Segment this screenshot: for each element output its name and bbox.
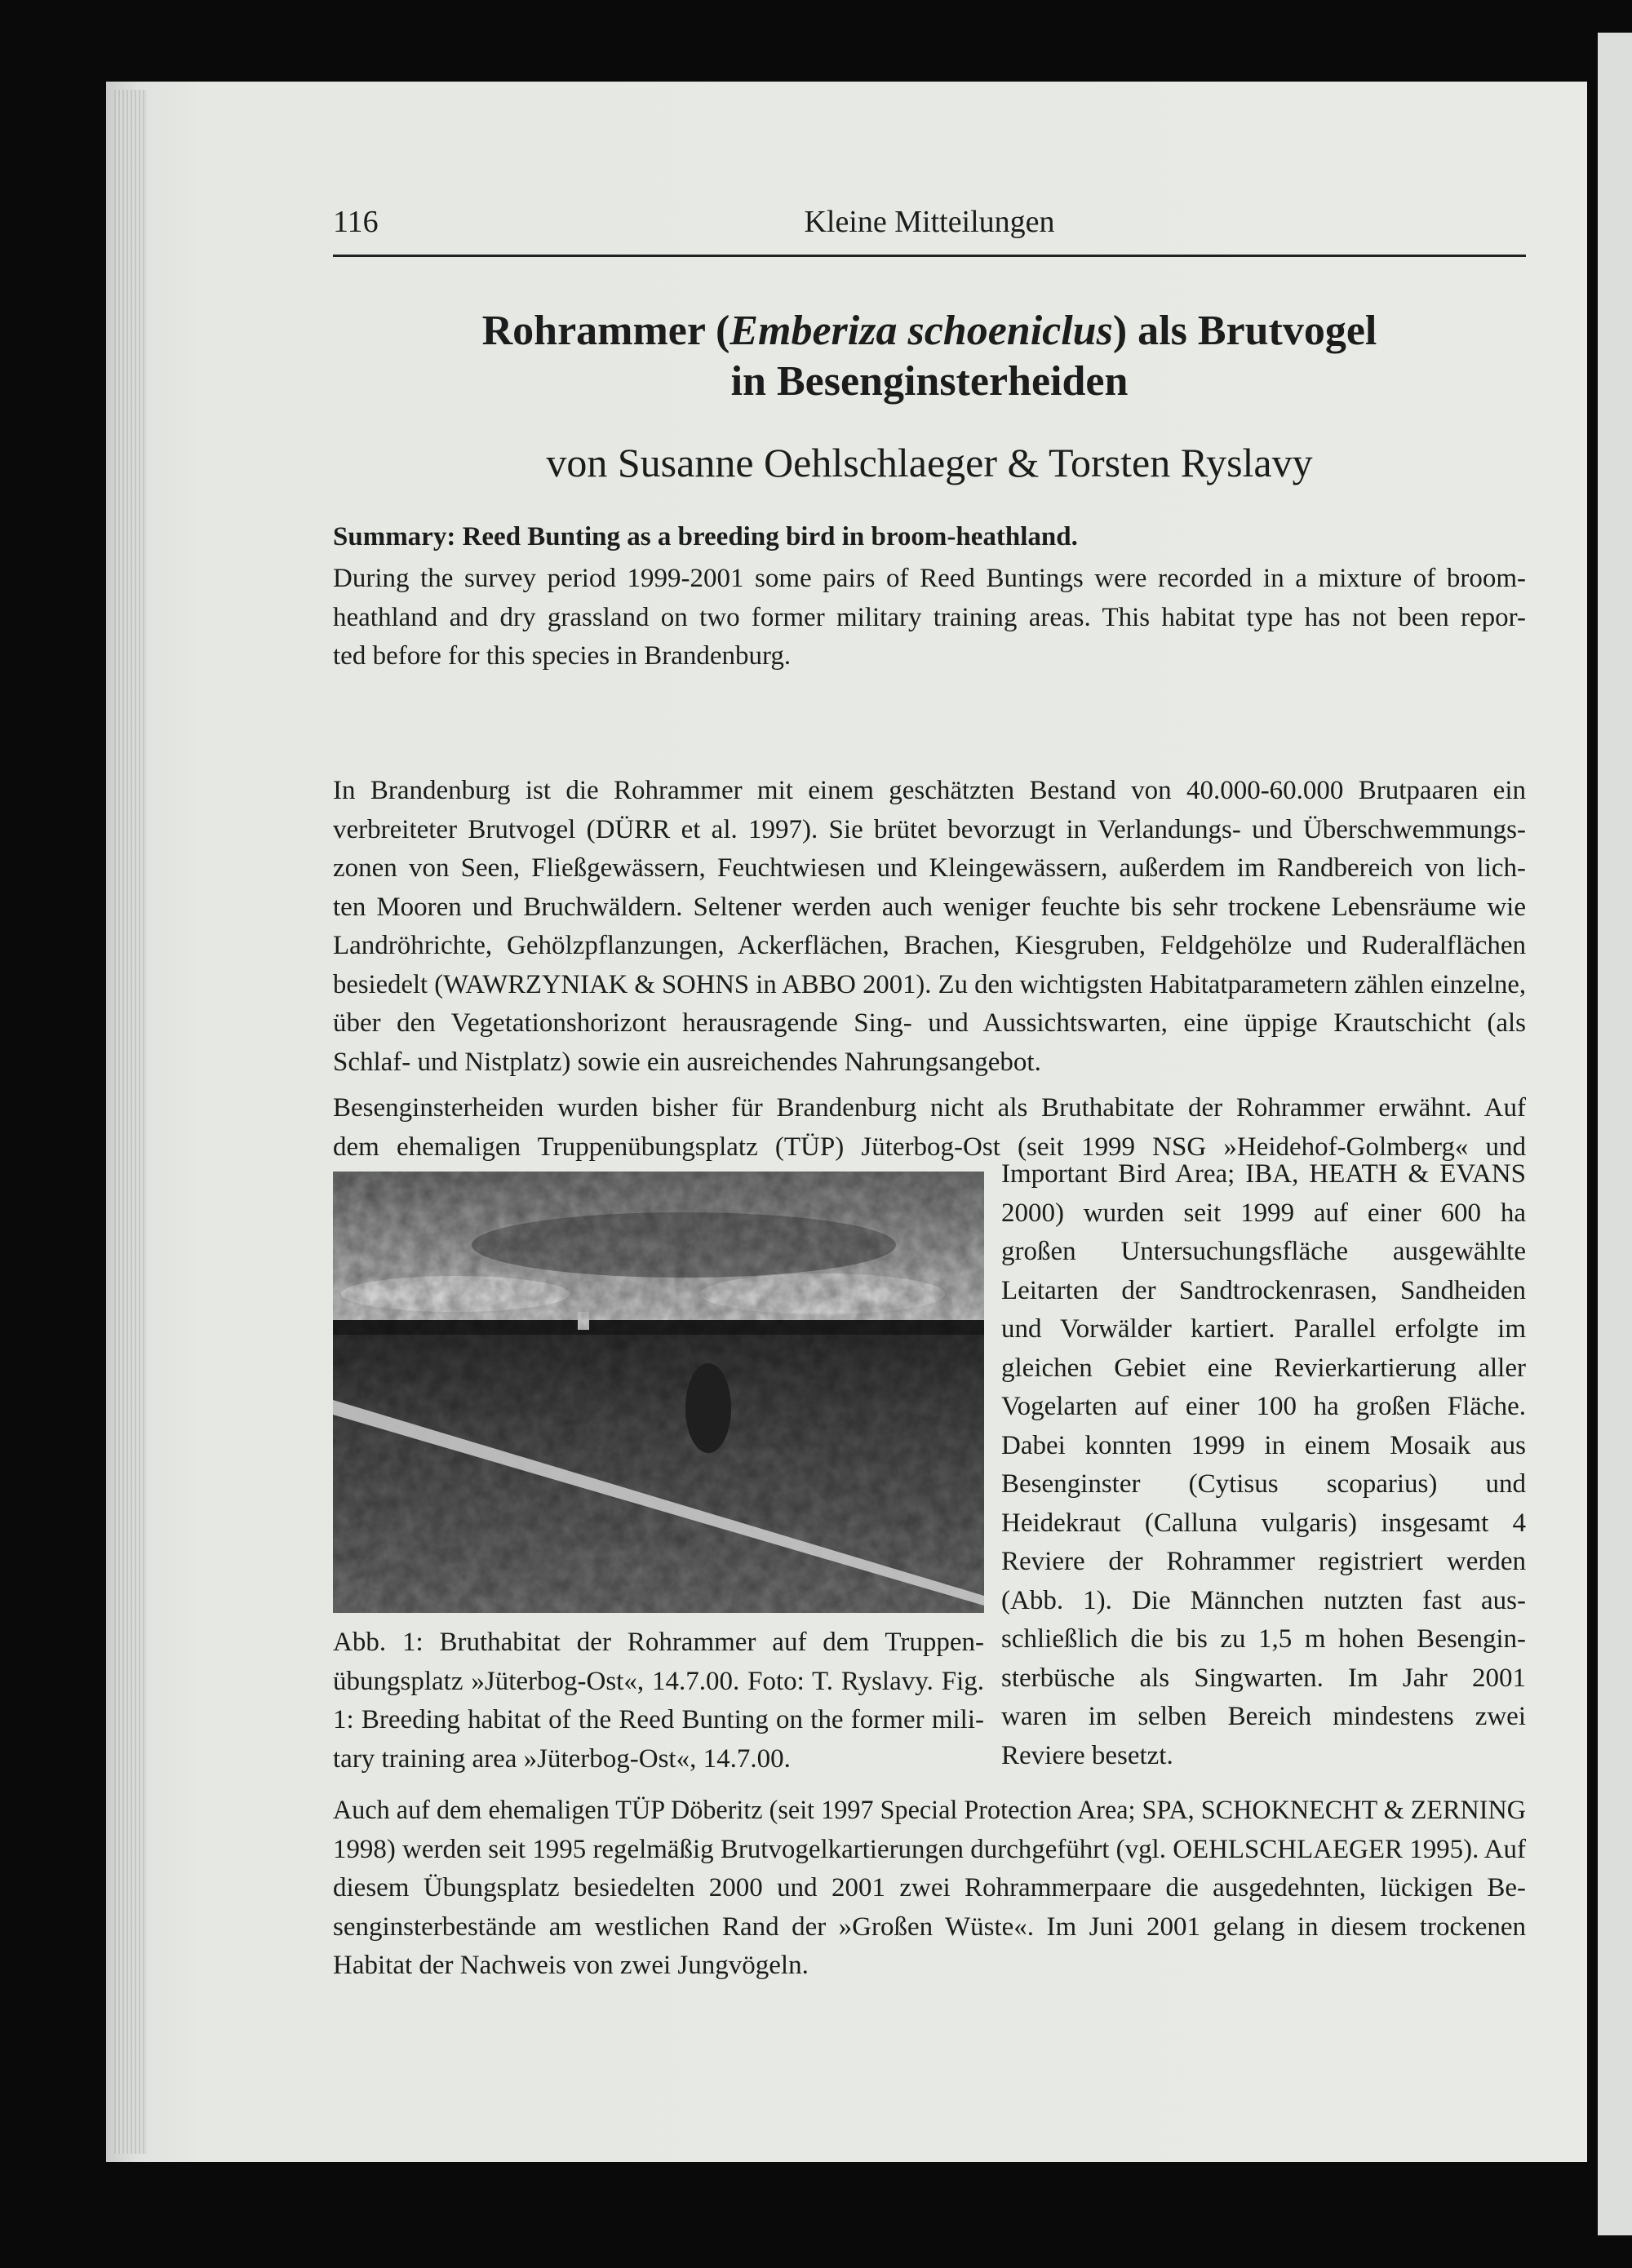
page-number: 116 (333, 205, 379, 239)
text-line: Important Bird Area; IBA, HEATH & EVANS (1001, 1159, 1526, 1189)
text-line: ten Mooren und Bruchwäldern. Seltener werden auch weniger feuchte bis sehr trockene Lebensräume wie (333, 892, 1526, 922)
text-line: senginsterbestände am westlichen Rand der »Großen Wüste«. Im Juni 2001 gelang in diesem trockenen (333, 1911, 1526, 1942)
page-edge-stack (114, 90, 147, 2154)
figure-photo-heathland (333, 1172, 984, 1613)
text-line: großen Untersuchungsfläche ausgewählte (1001, 1237, 1526, 1266)
text-line: During the survey period 1999-2001 some pairs of Reed Buntings were recorded in a mixture of broom- (333, 564, 1526, 593)
header-rule (333, 255, 1526, 257)
intro-paragraph (333, 772, 1526, 1082)
summary-text (333, 560, 1526, 676)
summary-heading: Summary: Reed Bunting as a breeding bird in broom-heathland. (333, 522, 1078, 551)
text-line: zonen von Seen, Fließgewässern, Feuchtwiesen und Kleingewässern, außerdem im Randbereich von lich- (333, 853, 1526, 883)
text-line: Besenginster (Cytisus scoparius) und (1001, 1469, 1526, 1499)
page-header (333, 204, 1526, 245)
text-line: Leitarten der Sandtrockenrasen, Sandheiden (1001, 1275, 1526, 1305)
text-line: Auch auf dem ehemaligen TÜP Döberitz (seit 1997 Special Protection Area; SPA, SCHOKNECHT & ZERNING (333, 1796, 1526, 1825)
text-line: Habitat der Nachweis von zwei Jungvögeln. (333, 1951, 809, 1980)
title-text: ) als Brutvogel (1112, 308, 1377, 354)
adjacent-page-edge (1598, 33, 1632, 2235)
text-line: 1998) werden seit 1995 regelmäßig Brutvogelkartierungen durchgeführt (vgl. OEHLSCHLAEGER 1995). Auf (333, 1834, 1526, 1864)
text-line: sterbüsche als Singwarten. Im Jahr 2001 (1001, 1663, 1526, 1693)
text-line: heathland and dry grassland on two former military training areas. This habitat type has not been repor- (333, 602, 1526, 632)
right-column-text (1001, 1155, 1526, 1775)
article-title (333, 306, 1526, 407)
text-line: Besenginsterheiden wurden bisher für Brandenburg nicht als Bruthabitate der Rohrammer erwähnt. Auf (333, 1093, 1526, 1123)
text-line: Schlaf- und Nistplatz) sowie ein ausreichendes Nahrungsangebot. (333, 1047, 1041, 1077)
text-line: übungsplatz »Jüterbog-Ost«, 14.7.00. Foto: T. Ryslavy. Fig. (333, 1666, 984, 1696)
text-line: waren im selben Bereich mindestens zwei (1001, 1702, 1526, 1731)
text-line: Abb. 1: Bruthabitat der Rohrammer auf dem Truppen- (333, 1628, 984, 1657)
title-text: Rohrammer ( (481, 308, 730, 354)
text-line: dem ehemaligen Truppenübungsplatz (TÜP) Jüterbog-Ost (seit 1999 NSG »Heidehof-Golmberg« und (333, 1132, 1526, 1162)
text-line: diesem Übungsplatz besiedelten 2000 und 2001 zwei Rohrammerpaare die ausgedehnten, lückigen Be- (333, 1873, 1526, 1903)
text-line: Dabei konnten 1999 in einem Mosaik aus (1001, 1430, 1526, 1460)
text-line: 2000) wurden seit 1999 auf einer 600 ha (1001, 1198, 1526, 1228)
closing-paragraph (333, 1792, 1526, 1986)
title-species: Emberiza schoeniclus (730, 308, 1113, 354)
text-line: und Vorwälder kartiert. Parallel erfolgte im (1001, 1314, 1526, 1344)
text-line: tary training area »Jüterbog-Ost«, 14.7.00. (333, 1743, 791, 1774)
article-authors: von Susanne Oehlschlaeger & Torsten Ryslavy (546, 440, 1313, 485)
text-line: ted before for this species in Brandenburg. (333, 641, 792, 671)
text-line: Reviere der Rohrammer registriert werden (1001, 1547, 1526, 1576)
text-line: Reviere besetzt. (1001, 1740, 1173, 1770)
text-line: über den Vegetationshorizont herausragende Sing- und Aussichtswarten, eine üppige Krautschicht (als (333, 1008, 1526, 1038)
text-line: (Abb. 1). Die Männchen nutzten fast aus- (1001, 1585, 1526, 1615)
running-title: Kleine Mitteilungen (804, 205, 1055, 239)
text-line: 1: Breeding habitat of the Reed Bunting on the former mili- (333, 1705, 984, 1734)
text-line: verbreiteter Brutvogel (DÜRR et al. 1997). Sie brütet bevorzugt in Verlandungs- und Überschwemmungs- (333, 814, 1526, 844)
text-line: Heidekraut (Calluna vulgaris) insgesamt 4 (1001, 1508, 1526, 1538)
text-line: Vogelarten auf einer 100 ha großen Fläche. (1001, 1392, 1526, 1421)
text-line: gleichen Gebiet eine Revierkartierung aller (1001, 1353, 1526, 1383)
text-line: Landröhrichte, Gehölzpflanzungen, Ackerflächen, Brachen, Kiesgruben, Feldgehölze und Ruderalflächen (333, 931, 1526, 960)
title-line-2: in Besenginsterheiden (730, 358, 1129, 405)
text-line: schließlich die bis zu 1,5 m hohen Besengin- (1001, 1624, 1526, 1654)
figure-caption (333, 1623, 984, 1779)
text-line: In Brandenburg ist die Rohrammer mit einem geschätzten Bestand von 40.000-60.000 Brutpaaren ein (333, 776, 1526, 805)
text-line: besiedelt (WAWRZYNIAK & SOHNS in ABBO 2001). Zu den wichtigsten Habitatparametern zählen einzelne, (333, 969, 1526, 999)
